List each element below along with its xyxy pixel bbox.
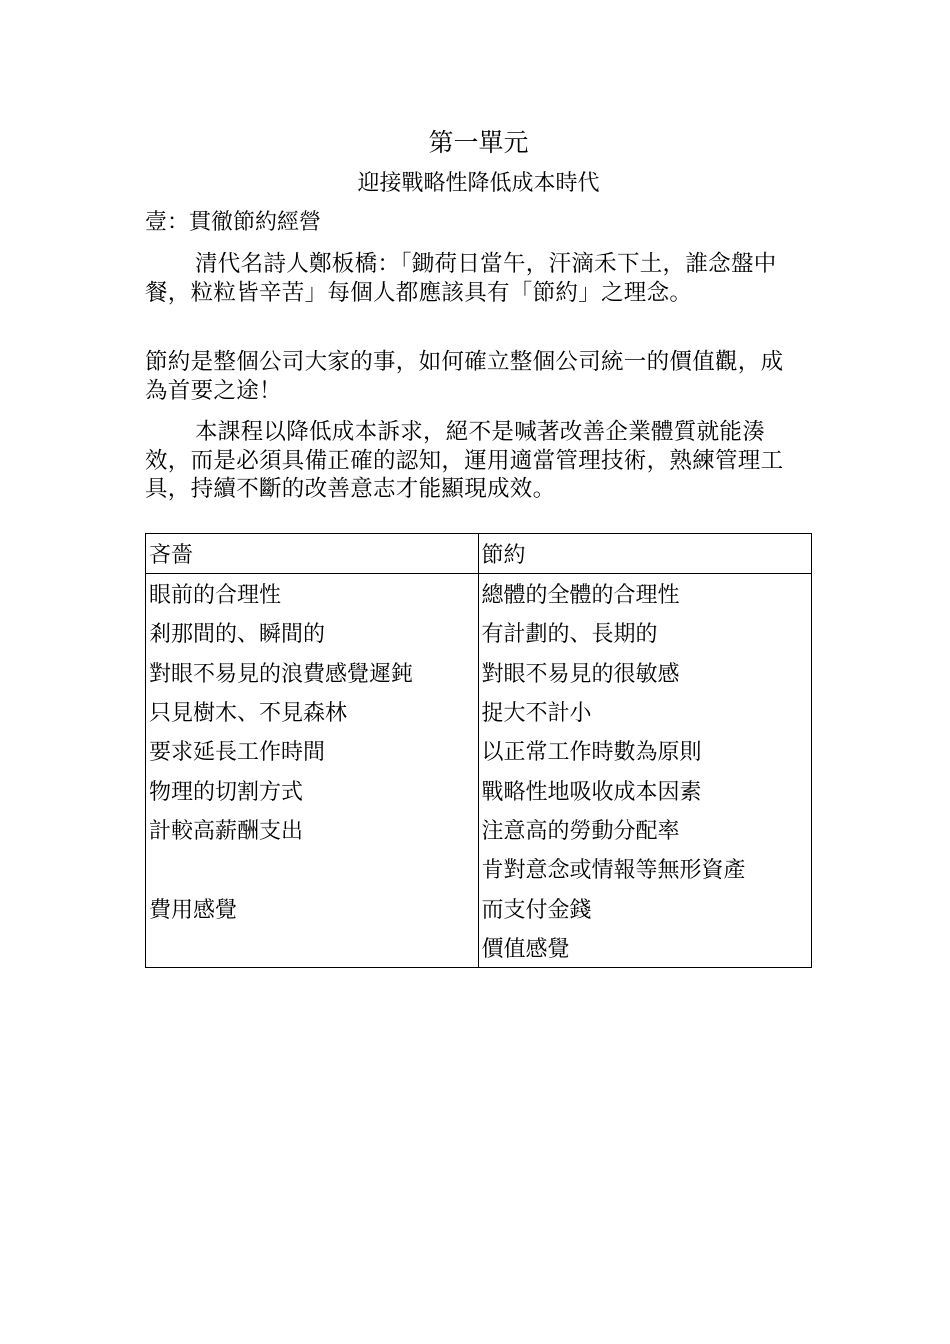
table-cell-right: 戰略性地吸收成本因素 — [478, 770, 811, 809]
table-row — [146, 849, 812, 888]
paragraph-poem: 清代名詩人鄭板橋：「鋤荷日當午，汗滴禾下土，誰念盤中餐，粒粒皆辛苦」每個人都應該具有「節約」之理念。 — [145, 251, 777, 306]
table-cell-right: 注意高的勞動分配率 — [478, 810, 811, 849]
unit-subtitle: 迎接戰略性降低成本時代 — [357, 171, 600, 196]
paragraph-course: 本課程以降低成本訴求，絕不是喊著改善企業體質就能湊效，而是必須具備正確的認知，運用適當管理技術，熟練管理工具，持續不斷的改善意志才能顯現成效。 — [145, 419, 784, 502]
table-row — [146, 574, 812, 614]
table-cell-right: 而支付金錢 — [478, 888, 811, 927]
comparison-table — [145, 533, 812, 968]
paragraph-value: 節約是整個公司大家的事，如何確立整個公司統一的價值觀，成為首要之途！ — [145, 349, 784, 404]
table-cell-left: 費用感覺 — [146, 888, 479, 927]
table-row — [146, 692, 812, 731]
table-header-row — [146, 534, 812, 574]
table-row — [146, 928, 812, 968]
table-row — [146, 810, 812, 849]
table-row — [146, 613, 812, 652]
table-cell-right: 肯對意念或情報等無形資產 — [478, 849, 811, 888]
table-cell-left: 計較高薪酬支出 — [146, 810, 479, 849]
table-cell-left: 眼前的合理性 — [146, 574, 479, 614]
unit-title: 第一單元 — [428, 128, 529, 157]
table-cell-left: 只見樹木、不見森林 — [146, 692, 479, 731]
table-row — [146, 770, 812, 809]
table-cell-left: 對眼不易見的浪費感覺遲鈍 — [146, 653, 479, 692]
table-cell-left — [146, 928, 479, 968]
table-cell-right: 捉大不計小 — [478, 692, 811, 731]
table-cell-right: 有計劃的、長期的 — [478, 613, 811, 652]
table-cell-right: 以正常工作時數為原則 — [478, 731, 811, 770]
table-cell-right: 價值感覺 — [478, 928, 811, 968]
table-row — [146, 888, 812, 927]
table-cell-left: 剎那間的、瞬間的 — [146, 613, 479, 652]
header-thrift: 節約 — [478, 534, 811, 574]
table-cell-left: 要求延長工作時間 — [146, 731, 479, 770]
table-cell-right: 總體的全體的合理性 — [478, 574, 811, 614]
header-stingy: 吝嗇 — [146, 534, 479, 574]
section-heading: 壹：貫徹節約經營 — [145, 210, 322, 235]
table-cell-left — [146, 849, 479, 888]
table-row — [146, 731, 812, 770]
table-row — [146, 653, 812, 692]
table-cell-left: 物理的切割方式 — [146, 770, 479, 809]
table-cell-right: 對眼不易見的很敏感 — [478, 653, 811, 692]
